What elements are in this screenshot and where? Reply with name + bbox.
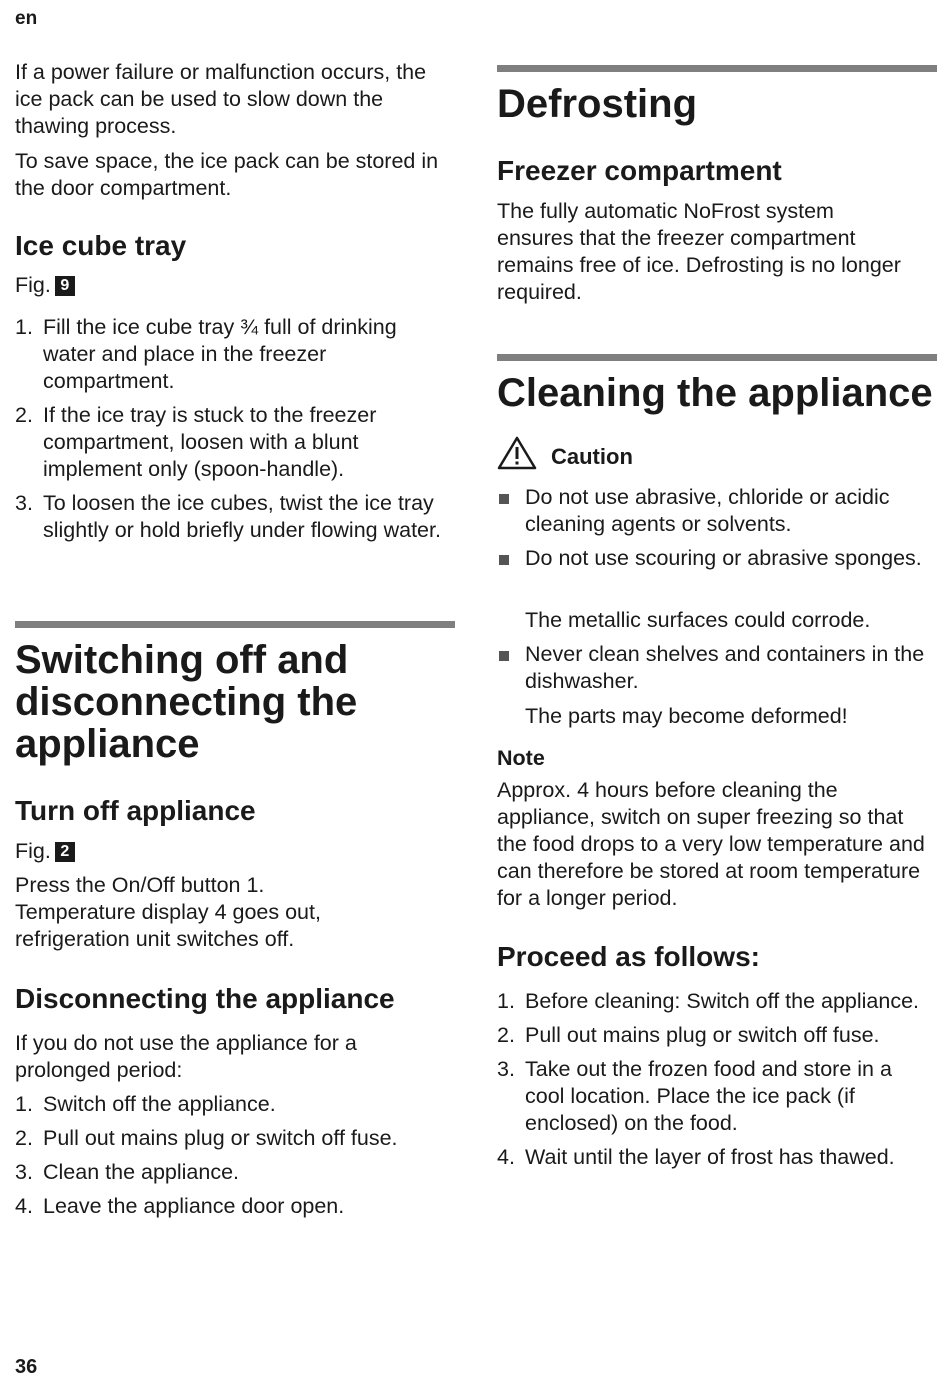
disconnecting-steps [15,1091,455,1220]
ice-cube-steps [15,314,455,544]
note-label: Note [497,746,545,770]
freezer-compartment-heading: Freezer compartment [497,155,782,186]
proceed-heading: Proceed as follows: [497,941,760,972]
fig-label: Fig. [15,273,51,297]
list-item: 2. Pull out mains plug or switch off fuse. [497,1023,880,1047]
square-bullet-icon [499,494,509,504]
list-item: 3. To loosen the ice cubes, twist the ice tray slightly or hold briefly under flowing water. [15,491,441,542]
list-item: Do not use scouring or abrasive sponges. [497,545,937,572]
turn-off-heading: Turn off appliance [15,795,256,826]
language-tag: en [15,8,38,29]
square-bullet-icon [499,555,509,565]
list-item: 2. If the ice tray is stuck to the freezer compartment, loosen with a blunt implement only (spoon-handle). [15,403,377,481]
page-number: 36 [15,1356,38,1378]
fig-number-badge: 9 [55,276,75,296]
fig-number-badge: 2 [55,842,75,862]
switching-off-title: Switching off and disconnecting the appliance [15,638,358,766]
note-text: Approx. 4 hours before cleaning the appliance, switch on super freezing so that the food drops to a very low temperature and can therefore be stored at room temperature for a longer period. [497,778,925,910]
list-item: Do not use abrasive, chloride or acidic cleaning agents or solvents. [497,484,937,538]
list-item: 2. Pull out mains plug or switch off fuse. [15,1126,398,1150]
defrosting-title: Defrosting [497,82,697,126]
list-item: 1. Before cleaning: Switch off the appliance. [497,989,920,1013]
ice-cube-heading: Ice cube tray [15,230,187,261]
list-item: 4. Leave the appliance door open. [15,1194,345,1218]
bullet-subtext: The metallic surfaces could corrode. [525,608,871,632]
warning-triangle-icon [497,436,537,470]
square-bullet-icon [499,651,509,661]
proceed-steps [497,988,937,1171]
list-item: Never clean shelves and containers in the dishwasher. [497,641,937,695]
section-divider [497,65,937,72]
list-item: 3. Take out the frozen food and store in a cool location. Place the ice pack (if enclosed) on the food. [497,1057,892,1135]
list-item: 1. Fill the ice cube tray ¾ full of drinking water and place in the freezer compartment. [15,315,397,393]
disconnecting-intro: If you do not use the appliance for a prolonged period: [15,1031,357,1082]
section-divider [497,354,937,361]
turn-off-fig-ref [15,838,75,865]
caution-block [497,436,633,470]
caution-bullets [497,484,937,572]
fig-label: Fig. [15,839,51,863]
turn-off-text: Press the On/Off button 1. Temperature display 4 goes out, refrigeration unit switches off. [15,873,321,951]
defrosting-text: The fully automatic NoFrost system ensures that the freezer compartment remains free of ice. Defrosting is no longer required. [497,199,901,304]
cleaning-title: Cleaning the appliance [497,371,933,415]
section-divider [15,621,455,628]
intro-paragraph-1: If a power failure or malfunction occurs, the ice pack can be used to slow down the thawing process. [15,60,427,138]
list-item: 4. Wait until the layer of frost has thawed. [497,1145,895,1169]
intro-paragraph-2: To save space, the ice pack can be stored in the door compartment. [15,149,439,200]
list-item: 1. Switch off the appliance. [15,1092,276,1116]
ice-cube-fig-ref [15,272,75,299]
bullet-subtext: The parts may become deformed! [525,704,848,728]
caution-label: Caution [551,444,633,469]
caution-bullets-2 [497,641,937,695]
disconnecting-heading: Disconnecting the appliance [15,983,395,1014]
list-item: 3. Clean the appliance. [15,1160,240,1184]
